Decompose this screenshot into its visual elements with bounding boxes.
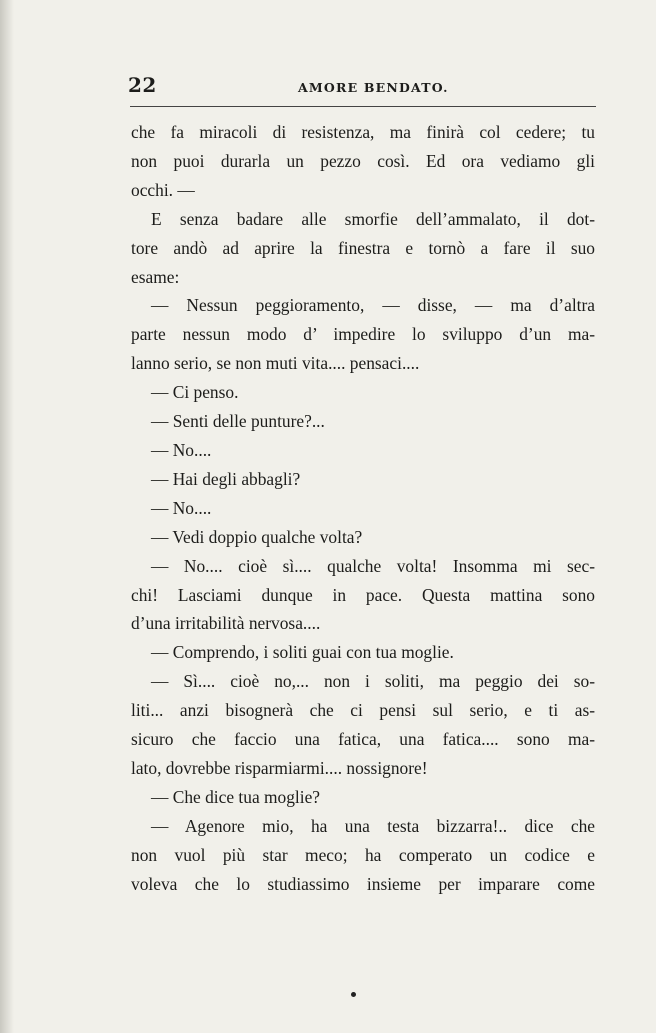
text-line: E senza badare alle smorfie dell’ammalato, il dot- [151,208,595,229]
text-line: — Vedi doppio qualche volta? [151,526,363,547]
text-line: — Agenore mio, ha una testa bizzarra!.. dice che [151,815,595,836]
text-line: — Ci penso. [151,382,239,403]
page-edge-shadow [0,0,14,1033]
text-line: non vuol più star meco; ha comperato un codice e [131,844,595,865]
text-line: voleva che lo studiassimo insieme per imparare come [131,873,595,894]
page-number: 22 [128,73,157,97]
text-line: — No.... [151,439,212,460]
text-line: — Nessun peggioramento, — disse, — ma d’altra [151,295,595,316]
text-line: — Senti delle punture?... [151,411,325,432]
text-line: — Sì.... cioè no,... non i soliti, ma peggio dei so- [151,671,595,692]
text-line: occhi. — [131,179,195,200]
running-title: AMORE BENDATO. [298,80,449,95]
text-line: lato, dovrebbe risparmiarmi.... nossignore! [131,757,428,778]
text-line: tore andò ad aprire la finestra e tornò a fare il suo [131,237,595,258]
text-line: lanno serio, se non muti vita.... pensaci.... [131,353,420,374]
text-line: non puoi durarla un pezzo così. Ed ora vediamo gli [131,150,595,171]
text-line: — Hai degli abbagli? [151,468,301,489]
text-line: — No.... cioè sì.... qualche volta! Insomma mi sec- [151,555,595,576]
text-line: — No.... [151,497,212,518]
header-rule [130,106,596,107]
ink-dot [351,992,356,997]
text-line: che fa miracoli di resistenza, ma finirà col cedere; tu [131,122,595,142]
text-line: liti... anzi bisognerà che ci pensi sul serio, e ti as- [131,700,595,721]
text-line: d’una irritabilità nervosa.... [131,613,321,634]
text-line: — Che dice tua moglie? [151,786,321,807]
text-line: parte nessun modo d’ impedire lo sviluppo d’un ma- [131,324,595,345]
text-line: esame: [131,266,180,287]
text-line: chi! Lasciami dunque in pace. Questa mattina sono [131,584,595,605]
body-text [131,118,595,898]
text-line: — Comprendo, i soliti guai con tua moglie. [151,642,454,663]
text-line: sicuro che faccio una fatica, una fatica.... sono ma- [131,729,595,750]
